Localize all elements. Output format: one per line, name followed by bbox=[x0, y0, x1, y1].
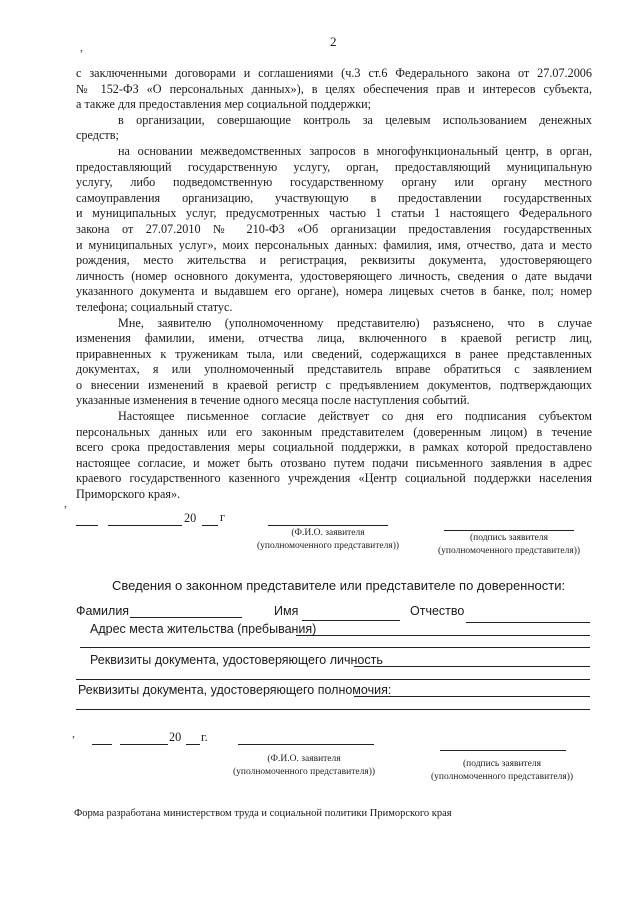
body-line: изменения фамилии, имени, отчества лица, включенного в краевой регистр лиц, bbox=[76, 331, 592, 346]
name-label: Имя bbox=[274, 604, 299, 618]
body-line: и муниципальных услуг, предусмотренных частью 1 статьи 1 настоящего Федерального bbox=[76, 206, 592, 221]
body-line: документах, я или уполномоченный представитель вправе обратиться с заявлением bbox=[76, 362, 592, 377]
year-suffix: г. bbox=[201, 730, 208, 744]
scan-mark: , bbox=[80, 40, 83, 54]
body-line: услугу, либо подведомственную государственному органу или органу местного bbox=[76, 175, 592, 190]
body-line: телефона; социальный статус. bbox=[76, 299, 233, 314]
year-prefix: 20 bbox=[184, 511, 197, 525]
body-line: и муниципальных услуг», моих персональных данных: фамилия, имя, отчество, дата и место bbox=[76, 237, 592, 252]
year-line bbox=[186, 744, 200, 745]
signature-line bbox=[440, 750, 566, 751]
body-line: а также для предоставления мер социальной поддержки; bbox=[76, 97, 372, 112]
id-document-field bbox=[354, 666, 590, 667]
signature-caption-2: (уполномоченного представителя)) bbox=[437, 546, 581, 556]
scan-mark: , bbox=[72, 726, 75, 740]
year-line bbox=[202, 525, 218, 526]
body-line: настоящее согласие, и может быть отозвано путем подачи письменного заявления в адрес bbox=[76, 455, 592, 470]
fio-caption-2: (уполномоченного представителя)) bbox=[232, 767, 376, 777]
day-line bbox=[76, 525, 98, 526]
address-label: Адрес места жительства (пребывания) bbox=[90, 622, 317, 636]
body-line: в организации, совершающие контроль за целевым использованием денежных bbox=[118, 112, 592, 127]
body-line: личность (номер основного документа, удостоверяющего личность, сведения о дате выдачи bbox=[76, 268, 592, 283]
fio-caption-2: (уполномоченного представителя)) bbox=[256, 541, 400, 551]
authority-document-label: Реквизиты документа, удостоверяющего полномочия: bbox=[78, 683, 392, 697]
representative-heading: Сведения о законном представителе или представителе по доверенности: bbox=[112, 578, 566, 593]
body-line: № 152-ФЗ «О персональных данных»), в целях обеспечения прав и интересов субъекта, bbox=[76, 81, 592, 96]
year-prefix: 20 bbox=[169, 730, 182, 744]
authority-document-field-2 bbox=[76, 709, 590, 710]
signature-line bbox=[444, 530, 574, 531]
body-line: Приморского края». bbox=[76, 487, 181, 502]
body-line: самоуправления организацию, участвующую в предоставлении государственных bbox=[76, 190, 592, 205]
id-document-field-2 bbox=[76, 679, 590, 680]
fio-line bbox=[238, 744, 374, 745]
fio-line bbox=[268, 525, 388, 526]
signature-caption: (подпись заявителя bbox=[469, 533, 549, 543]
fio-caption: (Ф.И.О. заявителя bbox=[291, 528, 365, 538]
year-suffix: г bbox=[220, 510, 225, 524]
authority-document-field bbox=[354, 696, 590, 697]
signature-caption-2: (уполномоченного представителя)) bbox=[430, 772, 574, 782]
address-field bbox=[296, 635, 590, 636]
month-line bbox=[108, 525, 182, 526]
name-field bbox=[302, 620, 400, 621]
body-line: приравненных к труженикам тыла, или сведений, содержащихся в ранее представленных bbox=[76, 346, 592, 361]
body-line: предоставляющий государственную услугу, орган, предоставляющий муниципальную bbox=[76, 159, 592, 174]
body-line: о внесении изменений в краевой регистр с предъявлением документов, подтверждающих bbox=[76, 377, 592, 392]
body-line: Мне, заявителю (уполномоченному представителю) разъяснено, что в случае bbox=[118, 315, 592, 330]
consent-body-text bbox=[76, 66, 592, 503]
body-line: персональных данных или его законным представителем (доверенным лицом) в течение bbox=[76, 424, 592, 439]
body-line: с заключенными договорами и соглашениями (ч.3 ст.6 Федерального закона от 27.07.2006 bbox=[76, 66, 592, 80]
form-footer: Форма разработана министерством труда и социальной политики Приморского края bbox=[74, 808, 452, 819]
surname-field bbox=[130, 617, 242, 618]
body-line: указанные изменения в течение одного месяца после наступления событий. bbox=[76, 393, 470, 408]
address-field-2 bbox=[80, 647, 590, 648]
body-line: Настоящее письменное согласие действует со дня его подписания субъектом bbox=[118, 409, 592, 424]
body-line: краевого государственного казенного учреждения «Центр социальной поддержки населения bbox=[76, 471, 592, 486]
signature-caption: (подпись заявителя bbox=[462, 759, 542, 769]
id-document-label: Реквизиты документа, удостоверяющего личность bbox=[90, 653, 383, 667]
body-line: указанного документа и выдавшем его органе), номера лицевых счетов в банке, пол; номер bbox=[76, 284, 592, 299]
day-line bbox=[92, 744, 112, 745]
body-line: на основании межведомственных запросов в многофункциональный центр, в орган, bbox=[118, 143, 592, 158]
month-line bbox=[120, 744, 168, 745]
body-line: всего срока предоставления меры социальной поддержки, в рамках которой предоставлено bbox=[76, 440, 592, 455]
body-line: рождения, место жительства и регистрация, реквизиты документа, удостоверяющего bbox=[76, 253, 592, 268]
page-number: 2 bbox=[330, 34, 337, 49]
fio-caption: (Ф.И.О. заявителя bbox=[267, 754, 341, 764]
body-line: средств; bbox=[76, 128, 119, 143]
body-line: закона от 27.07.2010 № 210-ФЗ «Об организации предоставления государственных bbox=[76, 221, 592, 236]
scan-mark: , bbox=[64, 496, 67, 510]
surname-label: Фамилия bbox=[76, 604, 130, 618]
patronymic-label: Отчество bbox=[410, 604, 465, 618]
patronymic-field bbox=[466, 622, 590, 623]
